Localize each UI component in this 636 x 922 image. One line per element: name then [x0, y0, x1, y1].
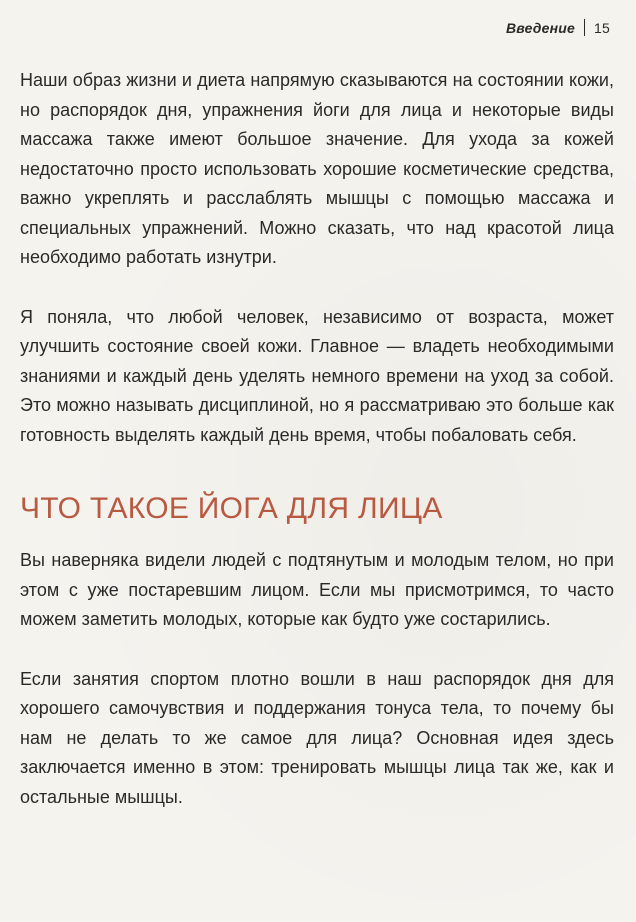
section-heading: ЧТО ТАКОЕ ЙОГА ДЛЯ ЛИЦА — [20, 492, 443, 525]
paragraph-2: Я поняла, что любой человек, независимо от возраста, может улучшить состояние своей кожи. Главное — владеть необходимыми знаниями и каждый день уделять немного времени на уход за собой. Это можно называть дисциплиной, но я рассматриваю это больше как готовность выделять каждый день время, чтобы побаловать себя. — [20, 306, 614, 445]
page-body — [20, 66, 614, 812]
header-divider — [584, 19, 585, 36]
running-header — [506, 19, 610, 36]
paragraph-1: Наши образ жизни и диета напрямую сказываются на состоянии кожи, но распорядок дня, упражнения йоги для лица и некоторые виды массажа также имеют большое значение. Для ухода за кожей недостаточно просто использовать хорошие косметические средства, важно укреплять и расслаблять мышцы с помощью массажа и специальных упражнений. Можно сказать, что над красотой лица необходимо работать изнутри. — [20, 70, 614, 267]
paragraph-3: Вы наверняка видели людей с подтянутым и молодым телом, но при этом с уже постаревшим лицом. Если мы присмотримся, то часто можем заметить молодых, которые как будто уже состарились. — [20, 550, 614, 629]
page-number: 15 — [594, 19, 610, 36]
paragraph-4: Если занятия спортом плотно вошли в наш распорядок дня для хорошего самочувствия и поддержания тонуса тела, то почему бы нам не делать то же самое для лица? Основная идея здесь заключается именно в этом: тренировать мышцы лица так же, как и остальные мышцы. — [20, 668, 614, 807]
section-title: Введение — [506, 19, 576, 36]
